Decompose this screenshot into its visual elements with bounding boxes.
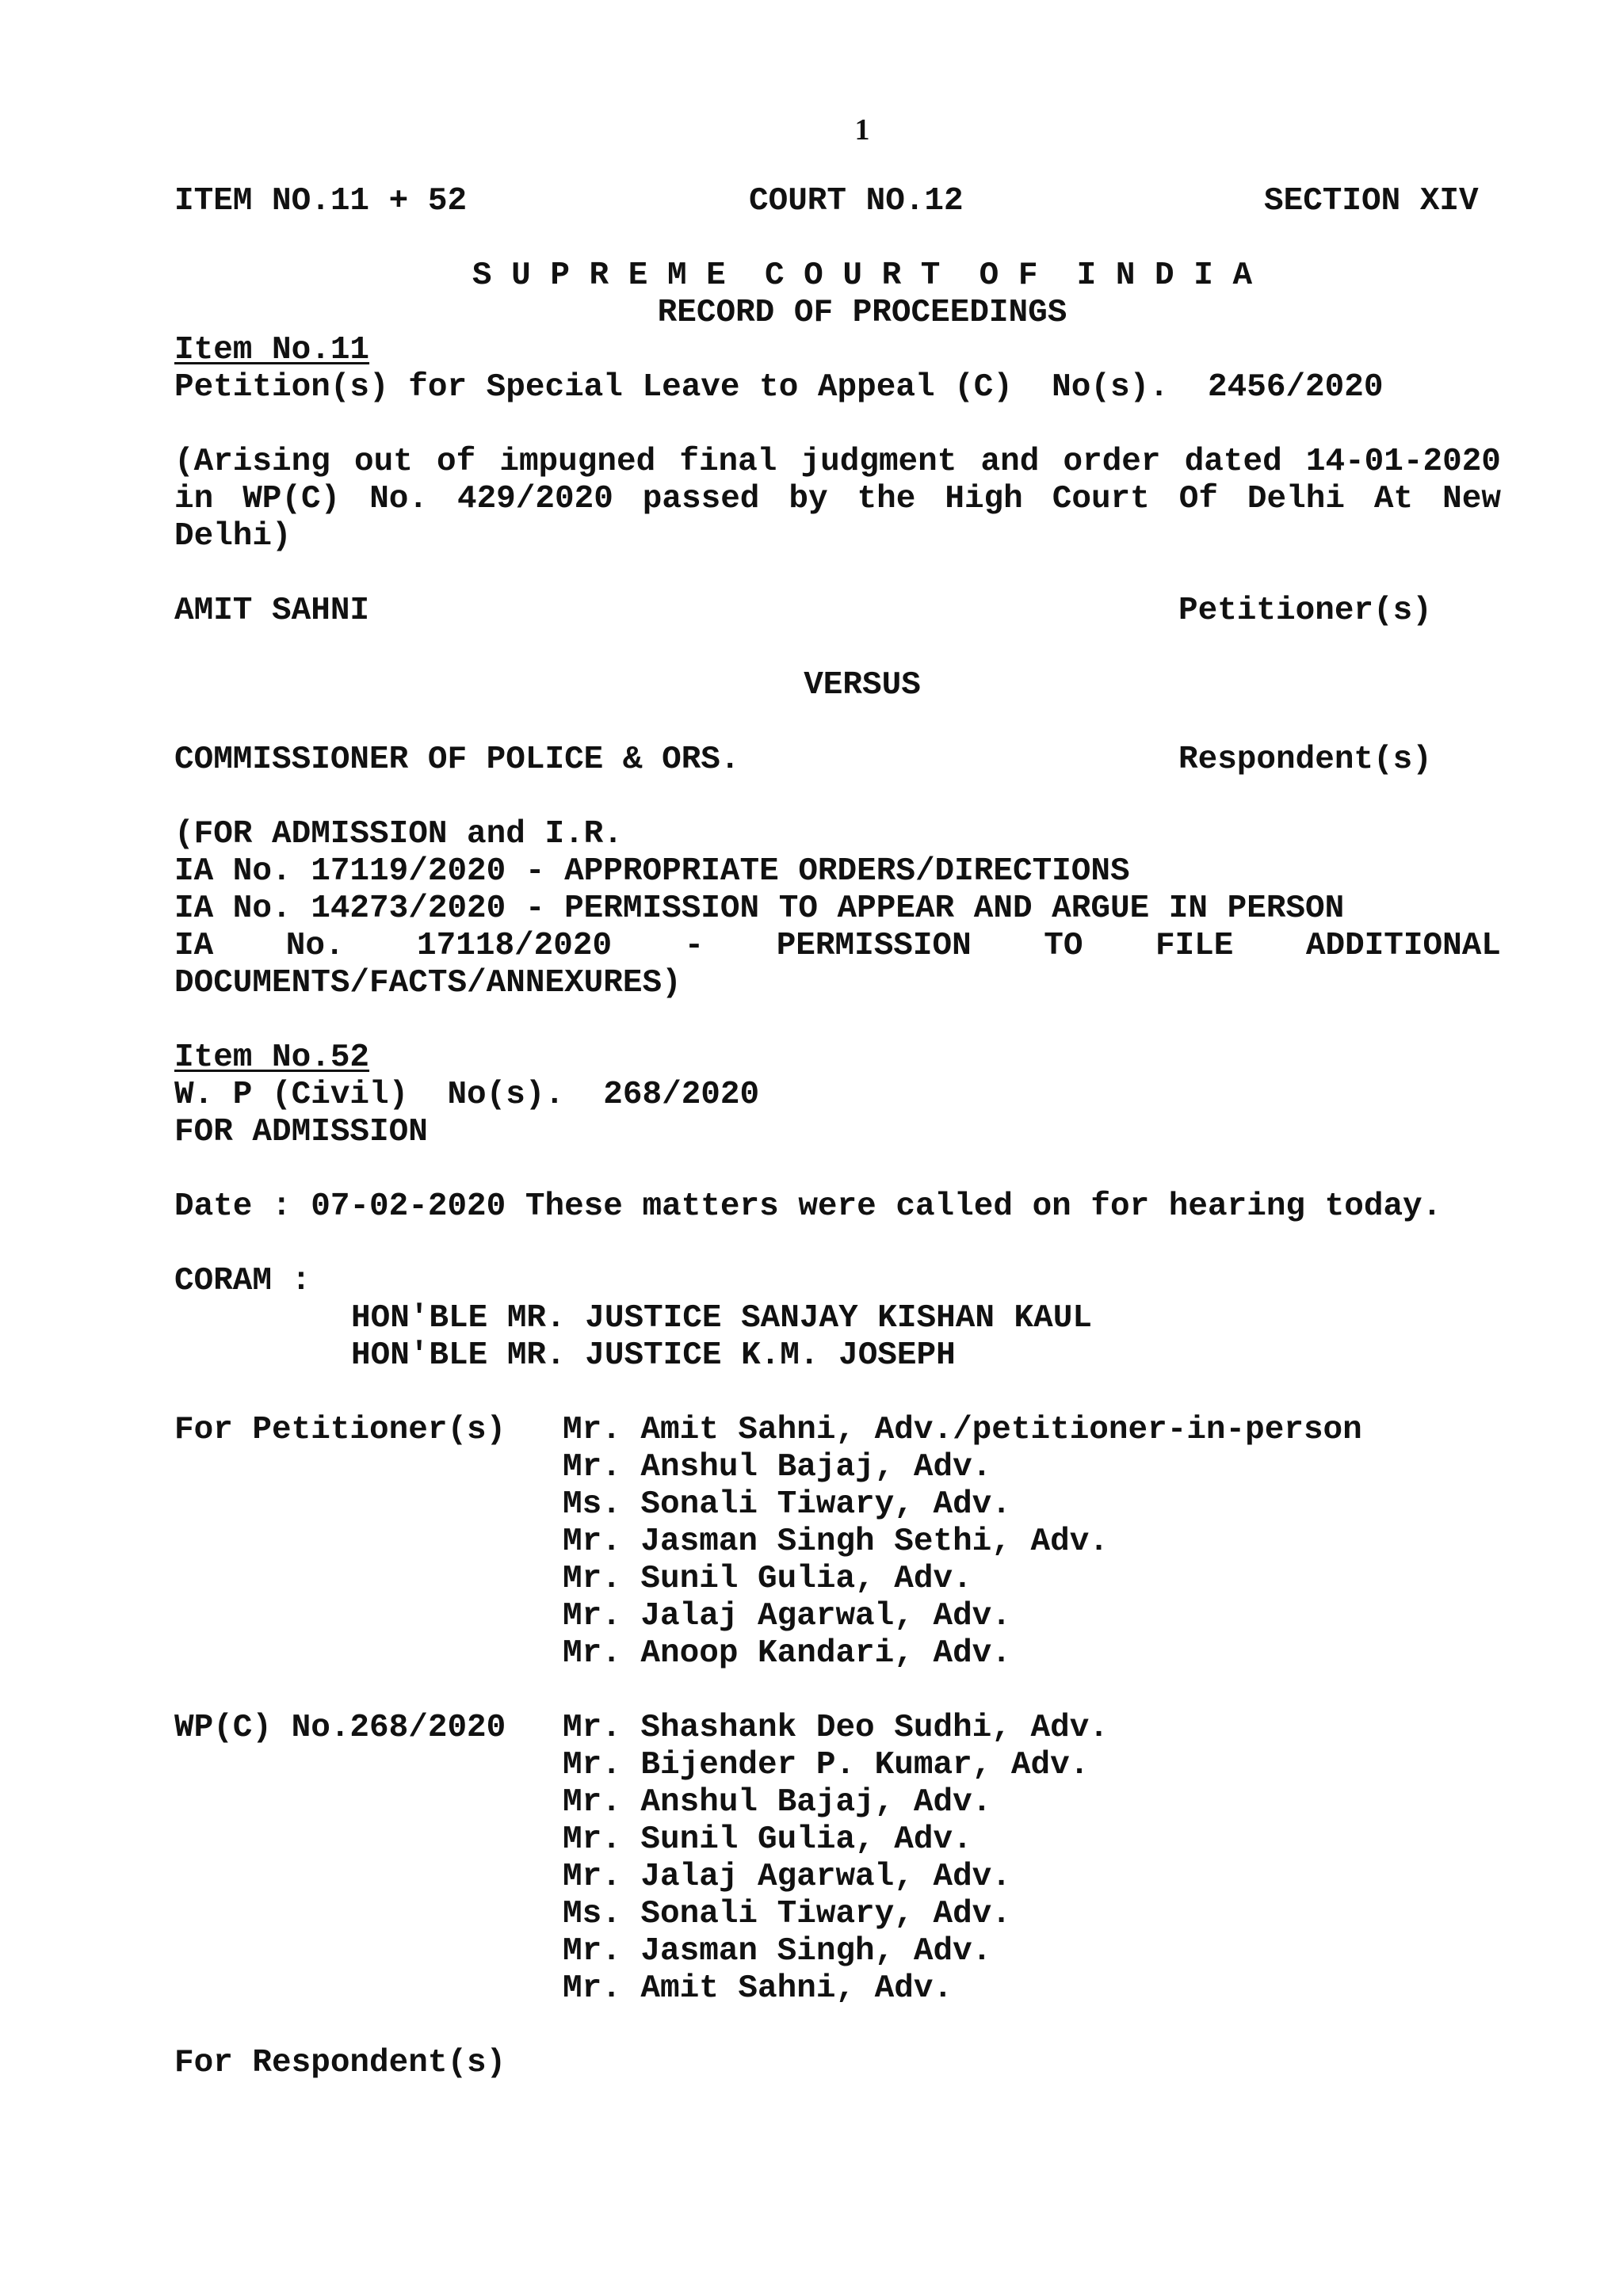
wp-counsel-label: WP(C) No.268/2020 [174,1710,506,1746]
wp-advocate: Mr. Anshul Bajaj, Adv. [563,1784,992,1821]
court-name: S U P R E M E C O U R T O F I N D I A [472,257,1253,294]
hearing-date-line: Date : 07-02-2020 These matters were called on for hearing today. [174,1188,1442,1225]
petitioner-advocate: Mr. Jasman Singh Sethi, Adv. [563,1524,1109,1560]
item11-heading: Item No.11 [174,332,370,368]
petitioner-name: AMIT SAHNI [174,593,370,629]
page-number: 1 [854,113,870,147]
item52-petition: W. P (Civil) No(s). 268/2020 [174,1077,760,1113]
respondent-role: Respondent(s) [1178,742,1432,778]
item11-arising-line3: Delhi) [174,518,292,555]
petitioner-advocate: Ms. Sonali Tiwary, Adv. [563,1486,1011,1523]
wp-advocate: Mr. Shashank Deo Sudhi, Adv. [563,1710,1109,1746]
item11-petition: Petition(s) for Special Leave to Appeal (C) No(s). 2456/2020 [174,369,1384,406]
coram-label: CORAM : [174,1263,311,1299]
coram-judge: HON'BLE MR. JUSTICE K.M. JOSEPH [351,1337,956,1374]
petitioner-advocate: Mr. Sunil Gulia, Adv. [563,1561,972,1597]
header-item-number: ITEM NO.11 + 52 [174,183,468,219]
item11-arising-line1: (Arising out of impugned final judgment and order dated 14-01-2020 [174,444,1501,480]
ia-line: IA No. 17119/2020 - APPROPRIATE ORDERS/DIRECTIONS [174,853,1130,890]
versus: VERSUS [804,667,921,704]
wp-advocate: Mr. Jasman Singh, Adv. [563,1933,992,1970]
for-respondents-label: For Respondent(s) [174,2045,506,2081]
petitioner-role: Petitioner(s) [1178,593,1432,629]
coram-judge: HON'BLE MR. JUSTICE SANJAY KISHAN KAUL [351,1300,1092,1337]
header-section: SECTION XIV [1264,183,1479,219]
wp-advocate: Mr. Sunil Gulia, Adv. [563,1821,972,1858]
wp-advocate: Mr. Amit Sahni, Adv. [563,1970,953,2007]
petitioner-advocate: Mr. Jalaj Agarwal, Adv. [563,1598,1011,1634]
item11-arising-line2: in WP(C) No. 429/2020 passed by the High Court Of Delhi At New [174,481,1501,517]
ia-line-justified: IA No. 17118/2020 - PERMISSION TO FILE ADDITIONAL [174,928,1501,964]
for-petitioners-label: For Petitioner(s) [174,1412,506,1448]
ia-line: (FOR ADMISSION and I.R. [174,816,623,852]
petitioner-advocate: Mr. Amit Sahni, Adv./petitioner-in-person [563,1412,1362,1448]
record-title: RECORD OF PROCEEDINGS [657,295,1067,331]
item52-purpose: FOR ADMISSION [174,1114,428,1150]
petitioner-advocate: Mr. Anshul Bajaj, Adv. [563,1449,992,1486]
ia-line: DOCUMENTS/FACTS/ANNEXURES) [174,965,682,1001]
wp-advocate: Mr. Bijender P. Kumar, Adv. [563,1747,1090,1783]
item52-heading: Item No.52 [174,1039,370,1076]
header-court-number: COURT NO.12 [749,183,964,219]
petitioner-advocate: Mr. Anoop Kandari, Adv. [563,1635,1011,1672]
respondent-name: COMMISSIONER OF POLICE & ORS. [174,742,740,778]
ia-line: IA No. 14273/2020 - PERMISSION TO APPEAR AND ARGUE IN PERSON [174,891,1345,927]
wp-advocate: Mr. Jalaj Agarwal, Adv. [563,1859,1011,1895]
wp-advocate: Ms. Sonali Tiwary, Adv. [563,1896,1011,1932]
